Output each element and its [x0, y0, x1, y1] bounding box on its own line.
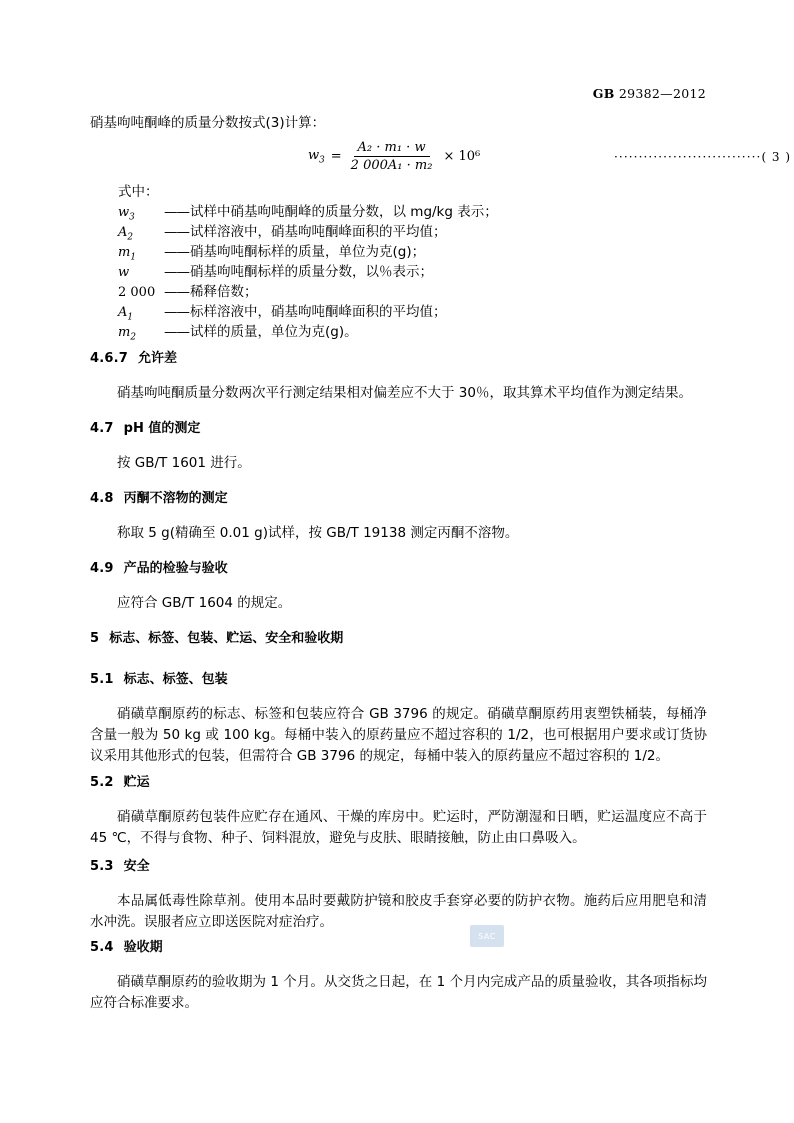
- where-label: 式中：: [118, 184, 159, 200]
- symbol-description: 标样溶液中，硝基呴吨酮峰面积的平均值；: [190, 304, 447, 320]
- section-heading-5: [90, 629, 343, 649]
- section-body-5-4: 硝磺草酮原药的验收期为 1 个月。从交货之日起，在 1 个月内完成产品的质量验收，其各项指标均应符合标准要求。: [90, 974, 707, 1011]
- section-body-4-8: 称取 5 g(精确至 0.01 g)试样，按 GB/T 19138 测定丙酮不溶物。: [117, 525, 519, 541]
- symbol-row: [118, 300, 698, 323]
- section-title: 允许差: [138, 351, 178, 366]
- symbol: $m_1$: [118, 245, 136, 263]
- section-number: 5.4: [90, 940, 114, 955]
- symbol-dash: ——: [164, 324, 189, 340]
- section-number: 5.3: [90, 859, 114, 874]
- section-heading-4-7: [90, 419, 200, 439]
- section-body-4-9: 应符合 GB/T 1604 的规定。: [117, 595, 292, 611]
- section-heading-4-9: [90, 559, 228, 579]
- section-number: 4.6.7: [90, 351, 129, 366]
- section-title: 贮运: [123, 775, 150, 790]
- section-title: 产品的检验与验收: [123, 561, 228, 576]
- symbol-dash: ——: [164, 204, 189, 220]
- symbol-row: [118, 200, 698, 223]
- section-number: 5.2: [90, 775, 114, 790]
- page-header: [90, 86, 706, 101]
- fraction-numerator: A₂ · m₁ · w: [354, 140, 430, 157]
- section-body-5-2: 硝磺草酮原药包装件应贮存在通风、干燥的库房中。贮运时，严防潮湿和日晒，贮运温度应不高于 45 ℃，不得与食物、种子、饲料混放，避免与皮肤、眼睛接触，防止由口鼻吸入。: [90, 809, 707, 846]
- symbol: $A_2$: [118, 225, 134, 243]
- equation-leader: [614, 150, 791, 164]
- symbol-description: 试样的质量，单位为克(g)。: [190, 324, 358, 340]
- symbol-dash: ——: [164, 264, 189, 280]
- formula-intro-line: 硝基呴吨酮峰的质量分数按式(3)计算：: [90, 115, 326, 131]
- section-number: 4.9: [90, 561, 114, 576]
- symbol-row: [118, 280, 698, 300]
- fraction: [347, 140, 437, 173]
- sac-watermark-logo: SAC: [470, 925, 504, 947]
- symbol: $A_1$: [118, 305, 134, 323]
- section-number: 4.7: [90, 421, 114, 436]
- equation-3: [308, 140, 484, 173]
- symbol-description: 硝基呴吨酮标样的质量分数，以％表示；: [190, 264, 433, 280]
- section-title: 标志、标签、包装、贮运、安全和验收期: [109, 631, 344, 646]
- symbol-dash: ——: [164, 304, 189, 320]
- section-number: 5.1: [90, 672, 114, 687]
- symbol: $m_2$: [118, 325, 136, 343]
- standard-number: 29382—2012: [618, 86, 706, 101]
- section-heading-5-1: [90, 670, 228, 690]
- section-title: 安全: [123, 859, 150, 874]
- section-title: 丙酮不溶物的测定: [123, 491, 228, 506]
- section-title: 验收期: [123, 940, 163, 955]
- section-number: 4.8: [90, 491, 114, 506]
- symbol: w: [118, 265, 130, 280]
- symbol-description: 硝基呴吨酮标样的质量，单位为克(g)；: [190, 244, 426, 260]
- symbol-description: 稀释倍数；: [190, 284, 258, 300]
- symbol-description: 试样溶液中，硝基呴吨酮峰面积的平均值；: [190, 224, 447, 240]
- section-heading-4-8: [90, 489, 228, 509]
- section-title: pH 值的测定: [123, 421, 201, 436]
- section-heading-5-4: [90, 938, 163, 958]
- equation-number: ( 3 ): [761, 150, 792, 164]
- equation-lhs: $w_3$: [308, 147, 325, 166]
- symbol-dash: ——: [164, 284, 189, 300]
- symbol-dash: ——: [164, 244, 189, 260]
- equation-multiplier: × 10⁶: [443, 149, 481, 164]
- formula-row: [90, 140, 792, 180]
- symbol-definition-list: [118, 200, 698, 343]
- symbol-dash: ——: [164, 224, 189, 240]
- section-heading-4-6-7: [90, 349, 177, 369]
- symbol-row: [118, 240, 698, 263]
- standard-prefix: GB: [592, 86, 615, 101]
- section-body-4-7: 按 GB/T 1601 进行。: [117, 455, 251, 471]
- section-body-5-3: 本品属低毒性除草剂。使用本品时要戴防护镜和胶皮手套穿必要的防护衣物。施药后应用肥皂和清水冲洗。误服者应立即送医院对症治疗。: [90, 893, 707, 930]
- leader-dots: ······························: [614, 150, 762, 164]
- section-body-4-6-7: 硝基呴吨酮质量分数两次平行测定结果相对偏差应不大于 30％，取其算术平均值作为测定结果。: [117, 385, 692, 401]
- section-number: 5: [90, 631, 100, 646]
- symbol-row: [118, 260, 698, 280]
- symbol-description: 试样中硝基呴吨酮峰的质量分数，以 mg/kg 表示；: [190, 204, 498, 220]
- symbol: $w_3$: [118, 205, 135, 223]
- fraction-denominator: 2 000A₁ · m₂: [350, 158, 433, 173]
- section-body-5-1: 硝磺草酮原药的标志、标签和包装应符合 GB 3796 的规定。硝磺草酮原药用衷塑铁桶装，每桶净含量一般为 50 kg 或 100 kg。每桶中装入的原药量应不超过容积的 1/2，也可根据用户要求或订货协议采用其他形式的包装，但需符合 GB 3796 的规定，每桶中装入的原药量应不超过容积的 1/2。: [90, 706, 707, 764]
- symbol-row: [118, 220, 698, 243]
- symbol: 2 000: [118, 285, 156, 300]
- equals-sign: =: [330, 149, 342, 164]
- symbol-row: [118, 320, 698, 343]
- section-title: 标志、标签、包装: [123, 672, 228, 687]
- section-heading-5-3: [90, 857, 150, 877]
- section-heading-5-2: [90, 773, 150, 793]
